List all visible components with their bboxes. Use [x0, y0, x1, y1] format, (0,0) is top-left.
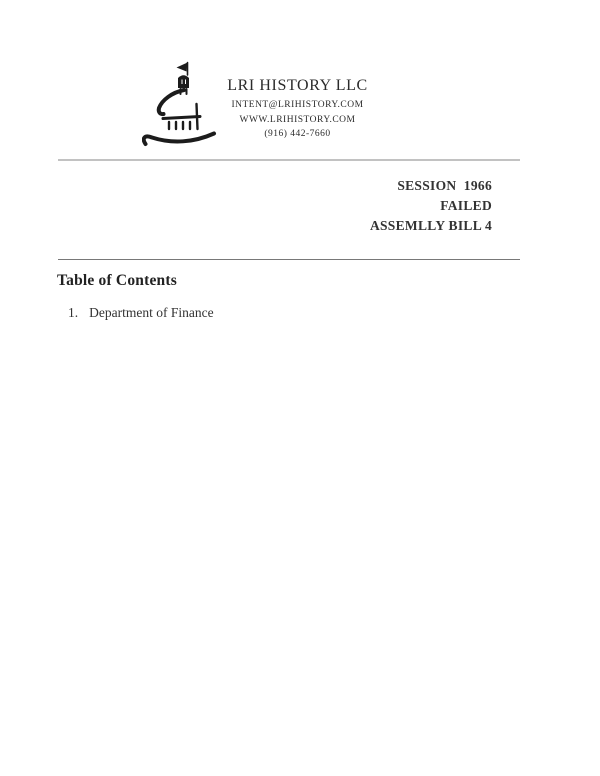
bottom-divider	[58, 259, 520, 260]
top-divider	[58, 159, 520, 161]
toc-item-label: Department of Finance	[89, 305, 214, 320]
status-label: FAILED	[440, 198, 492, 213]
company-name: LRI HISTORY LLC	[227, 77, 368, 94]
phone-text: (916) 442-7660	[264, 129, 331, 139]
toc-item	[68, 305, 214, 321]
website-text: WWW.LRIHISTORY.COM	[239, 114, 356, 125]
email-text: INTENT@LRIHISTORY.COM	[231, 100, 364, 110]
letterhead	[180, 76, 415, 142]
session-label: SESSION 1966	[397, 178, 492, 193]
bill-number-label: ASSEMLLY BILL 4	[369, 218, 492, 233]
bill-info-block	[370, 176, 492, 236]
toc-title: Table of Contents	[57, 272, 177, 289]
toc-item-number: 1.	[68, 305, 79, 320]
